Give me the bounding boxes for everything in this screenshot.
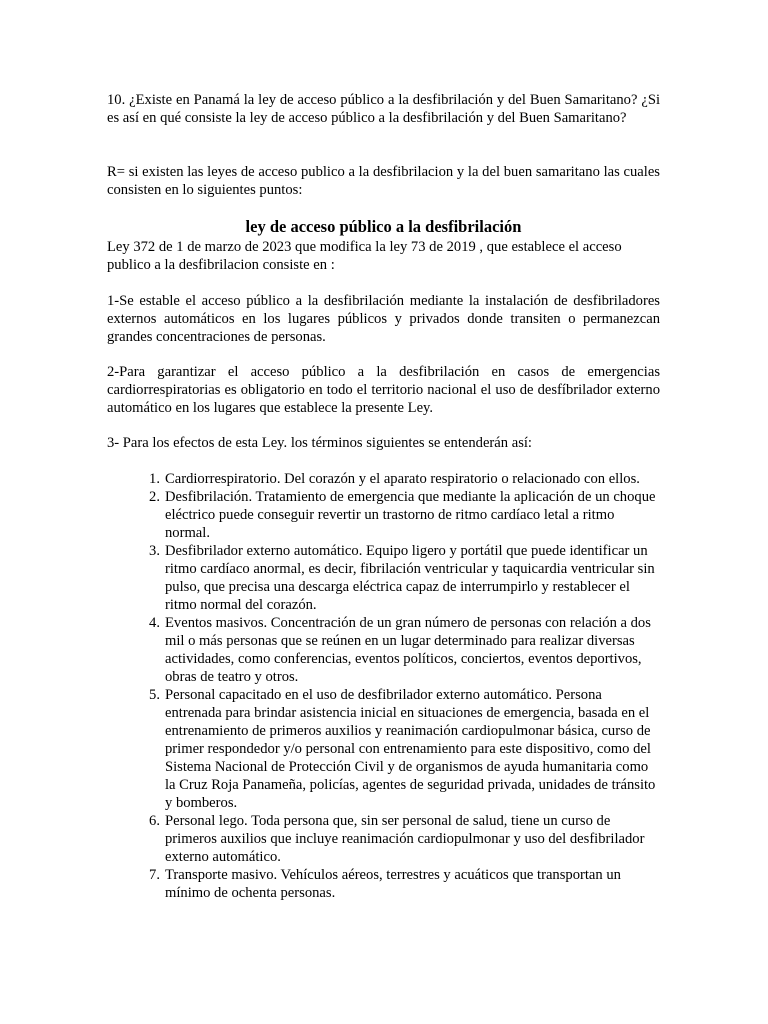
section-title: ley de acceso público a la desfibrilación	[245, 217, 522, 236]
law-intro-paragraph: Ley 372 de 1 de marzo de 2023 que modifica la ley 73 de 2019 , que establece el acceso publico a la desfibrilacion consiste en :	[107, 239, 622, 273]
definition-text: Desfibrilación. Tratamiento de emergencia que mediante la aplicación de un choque eléctrico puede conseguir revertir un trastorno de ritmo cardíaco letal a ritmo normal.	[165, 489, 656, 541]
definition-text: Transporte masivo. Vehículos aéreos, terrestres y acuáticos que transportan un mínimo de ochenta personas.	[165, 867, 621, 901]
definitions-list	[107, 470, 660, 902]
definition-item	[107, 866, 660, 902]
definition-number: 6.	[149, 813, 160, 829]
point-1-paragraph: 1-Se estable el acceso público a la desfibrilación mediante la instalación de desfibriladores externos automáticos en los lugares públicos y privados donde transiten o permanezcan grandes concentraciones de personas.	[107, 293, 660, 345]
definition-item	[107, 686, 660, 812]
definition-number: 7.	[149, 867, 160, 883]
definition-text: Personal capacitado en el uso de desfibrilador externo automático. Persona entrenada para brindar asistencia inicial en situaciones de emergencia, basada en el entrenamiento de primeros auxilios y reanimación cardiopulmonar básica, curso de primer respondedor y/o personal con entrenamiento para este dispositivo, como del Sistema Nacional de Protección Civil y de organismos de ayuda humanitaria como la Cruz Roja Panameña, policías, agentes de seguridad privada, unidades de tránsito y bomberos.	[165, 687, 656, 811]
question-paragraph: 10. ¿Existe en Panamá la ley de acceso público a la desfibrilación y del Buen Samaritano? ¿Si es así en qué consiste la ley de acceso público a la desfibrilación y del Buen Samaritano?	[107, 92, 660, 126]
definition-item	[107, 614, 660, 686]
definition-text: Personal lego. Toda persona que, sin ser personal de salud, tiene un curso de primeros auxilios que incluye reanimación cardiopulmonar y uso del desfibrilador externo automático.	[165, 813, 645, 865]
definition-number: 5.	[149, 687, 160, 703]
definition-text: Eventos masivos. Concentración de un gran número de personas con relación a dos mil o más personas que se reúnen en un lugar determinado para realizar diversas actividades, como conferencias, eventos políticos, conciertos, eventos deportivos, obras de teatro y otros.	[165, 615, 651, 685]
definition-number: 3.	[149, 543, 160, 559]
point-3-paragraph: 3- Para los efectos de esta Ley. los términos siguientes se entenderán así:	[107, 435, 532, 451]
definition-number: 2.	[149, 489, 160, 505]
definition-item	[107, 470, 660, 488]
definition-item	[107, 488, 660, 542]
definition-text: Desfibrilador externo automático. Equipo ligero y portátil que puede identificar un ritmo cardíaco anormal, es decir, fibrilación ventricular y taquicardia ventricular sin pulso, que precisa una descarga eléctrica capaz de interrumpirlo y restablecer el ritmo normal del corazón.	[165, 543, 655, 613]
definition-item	[107, 812, 660, 866]
definition-number: 1.	[149, 471, 160, 487]
definition-number: 4.	[149, 615, 160, 631]
point-2-paragraph: 2-Para garantizar el acceso público a la desfibrilación en casos de emergencias cardiorrespiratorias es obligatorio en todo el territorio nacional el uso de desfíbrilador externo automático en los lugares que establece la presente Ley.	[107, 364, 660, 416]
definition-text: Cardiorrespiratorio. Del corazón y el aparato respiratorio o relacionado con ellos.	[165, 471, 640, 487]
answer-paragraph: R= si existen las leyes de acceso publico a la desfibrilacion y la del buen samaritano las cuales consisten en lo siguientes puntos:	[107, 164, 660, 198]
definition-item	[107, 542, 660, 614]
